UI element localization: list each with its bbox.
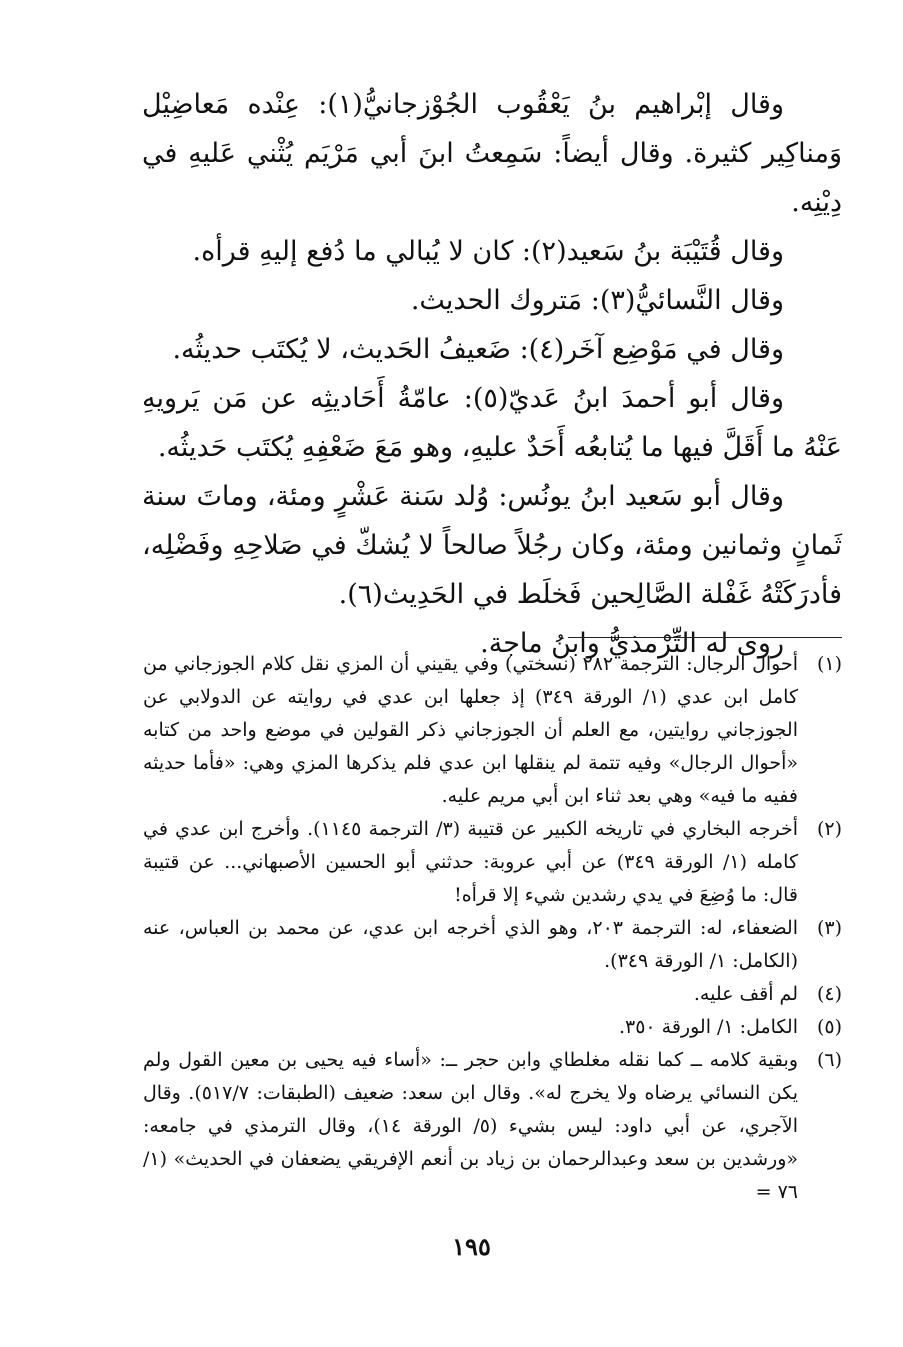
paragraph-7: روى له التِّرْمذيُّ وابنُ ماجة. bbox=[480, 628, 784, 659]
footnote-text: لم أقف عليه. bbox=[693, 983, 798, 1005]
footnote-number: (٢) bbox=[816, 818, 842, 840]
footnote bbox=[143, 978, 842, 1011]
footnote-text: الضعفاء، له: الترجمة ٢٠٣، وهو الذي أخرجه ابن عدي، عن محمد بن العباس، عنه (الكامل: ١/ الورقة ٣٤٩). bbox=[143, 917, 799, 972]
footnote bbox=[143, 813, 842, 912]
footnote-text: أحوال الرجال: الترجمة ٢٨٢ (نسختي) وفي يقيني أن المزي نقل كلام الجوزجاني من كامل ابن عدي (١/ الورقة ٣٤٩) إذ جعلها ابن عدي في روايته عن الدولابي عن الجوزجاني روايتين، مع العلم أن الجوزجاني ذكر القولين في موضع واحد من كتابه «أحوال الرجال» وفيه تتمة لم ينقلها ابن عدي فلم يذكرها المزي وهي: «فأما حديثه ففيه ما فيه» وهي بعد ثناء ابن أبي مريم عليه. bbox=[143, 653, 798, 807]
footnote bbox=[143, 1011, 842, 1044]
main-text bbox=[142, 80, 842, 668]
paragraph-6: وقال أبو سَعيد ابنُ يونُس: وُلد سَنة عَشْرٍ ومئة، وماتَ سنة ثَمانٍ وثمانين ومئة، وكان رجُلاً صالحاً لا يُشكّ في صَلاحِهِ وفَضْلِه، فأدرَكَتْهُ غَفْلة الصَّالِحين فَخلَط في الحَدِيث(٦). bbox=[142, 481, 842, 610]
footnote-number: (٥) bbox=[816, 1016, 842, 1038]
page-number: ١٩٥ bbox=[452, 1232, 491, 1261]
paragraph-1: وقال إبْراهيم بنُ يَعْقُوب الجُوْزجانيُّ(١): عِنْده مَعاضِيْل وَمناكِير كثيرة. وقال أيضاً: سَمِعتُ ابنَ أبي مَرْيَم يُثْني عَليهِ في دِيْنِه. bbox=[142, 89, 842, 218]
paragraph-3: وقال النَّسائيُّ(٣): مَتروك الحديث. bbox=[410, 285, 784, 316]
footnote-text: أخرجه البخاري في تاريخه الكبير عن قتيبة (٣/ الترجمة ١١٤٥). وأخرج ابن عدي في كامله (١/ الورقة ٣٤٩) عن أبي عروبة: حدثني أبو الحسين الأصبهاني... عن قتيبة قال: ما وُضِعَ في يدي رشدين شيء إلا قرأه! bbox=[143, 818, 798, 906]
paragraph-2: وقال قُتَيْبَة بنُ سَعيد(٢): كان لا يُبالي ما دُفع إليهِ قرأه. bbox=[192, 236, 784, 267]
footnote-number: (٤) bbox=[816, 983, 842, 1005]
footnote bbox=[143, 648, 842, 813]
footnote bbox=[143, 912, 842, 978]
footnote-text: وبقية كلامه ــ كما نقله مغلطاي وابن حجر ــ: «أساء فيه يحيى بن معين القول ولم يكن النسائي يرضاه ولا يخرج له». وقال ابن سعد: ضعيف (الطبقات: ٥١٧/٧). وقال الآجري، عن أبي داود: ليس بشيء (٥/ الورقة ١٤)، وقال الترمذي في جامعه: «ورشدين بن سعد وعبدالرحمان بن زياد بن أنعم الإفريقي يضعفان في الحديث» (١/ ٧٦ = bbox=[143, 1049, 799, 1203]
footnote-separator bbox=[568, 637, 842, 638]
paragraph-5: وقال أبو أحمدَ ابنُ عَديّ(٥): عامّةُ أَحَاديثِه عن مَن يَرويهِ عَنْهُ ما أَقَلَّ فيها ما يُتابعُه أَحَدٌ عليهِ، وهو مَعَ ضَعْفِهِ يُكتَب حَديثُه. bbox=[142, 383, 842, 463]
footnote-text: الكامل: ١/ الورقة ٣٥٠. bbox=[618, 1016, 798, 1038]
footnote bbox=[143, 1044, 842, 1209]
paragraph-4: وقال في مَوْضِع آخَر(٤): ضَعيفُ الحَديث، لا يُكتَب حديثُه. bbox=[172, 334, 784, 365]
footnotes bbox=[143, 648, 842, 1209]
footnote-number: (٦) bbox=[816, 1049, 842, 1071]
footnote-number: (٣) bbox=[816, 917, 842, 939]
footnote-number: (١) bbox=[816, 653, 842, 675]
